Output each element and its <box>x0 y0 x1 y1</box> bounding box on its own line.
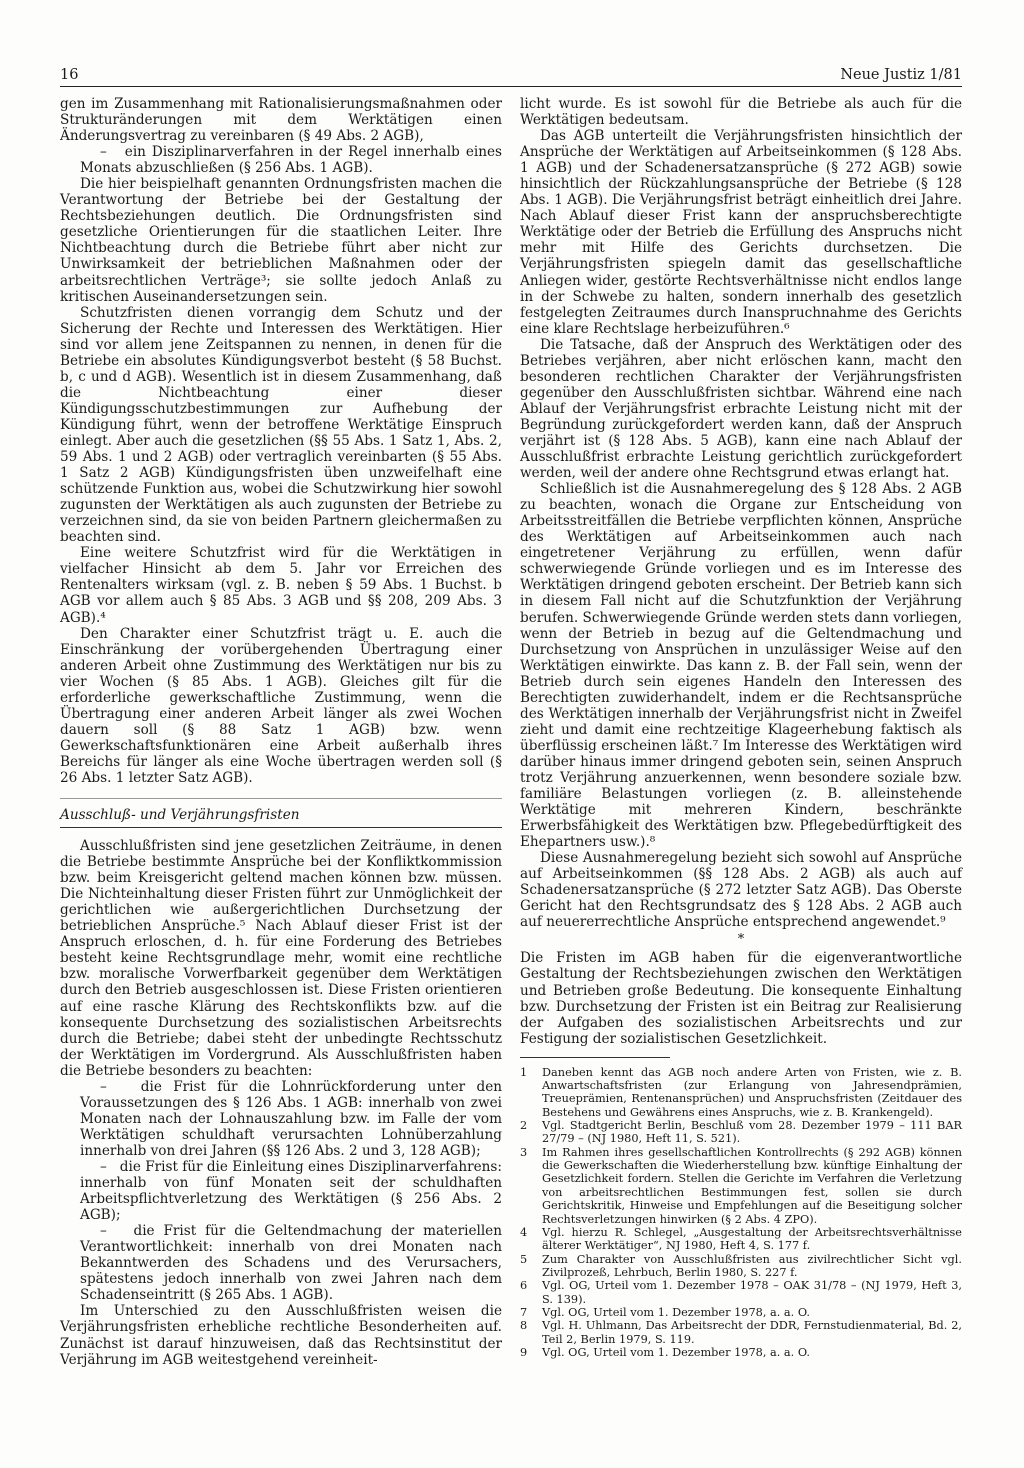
footnote <box>520 1253 962 1280</box>
footnote <box>520 1146 962 1226</box>
footnote-number: 1 <box>520 1065 528 1079</box>
footnote <box>520 1226 962 1253</box>
right-column <box>520 96 962 1359</box>
body-paragraph: Ausschlußfristen sind jene gesetzlichen Zeiträume, in denen die Betriebe bestimmte Ansprüche bei der Konfliktkommission bzw. beim Kreisgericht geltend machen können bzw. müssen. Die Nichteinhaltung dieser Fristen führt zur Unmöglichkeit der gerichtlichen wie außergerichtlichen Durchsetzung der betrieblichen Ansprüche.⁵ Nach Ablauf dieser Frist ist der Anspruch erloschen, d. h. für eine Forderung des Betriebes besteht keine Rechtsgrundlage mehr, womit eine rechtliche bzw. moralische Vorwerfbarkeit gegenüber dem Werktätigen durch den Betrieb ausgeschlossen ist. Diese Fristen orientieren auf eine rasche Klärung des Rechtskonflikts bzw. auf die konsequente Durchsetzung des sozialistischen Arbeitsrechts durch die Betriebe; dabei steht der unbedingte Rechtsschutz der Werktätigen im Vordergrund. Als Ausschlußfristen haben die Betriebe besonders zu beachten: <box>60 838 502 1079</box>
body-paragraph: Die hier beispielhaft genannten Ordnungsfristen machen die Verantwortung der Betriebe bei der Gestaltung der Rechtsbeziehungen deutlich. Die Ordnungsfristen sind gesetzliche Orientierungen für die staatlichen Leiter. Ihre Nichtbeachtung durch die Betriebe führt aber nicht zur Unwirksamkeit der betrieblichen Maßnahmen oder der arbeitsrechtlichen Verträge³; sie sollte jedoch Anlaß zu kritischen Auseinandersetzungen sein. <box>60 176 502 305</box>
body-paragraph: Eine weitere Schutzfrist wird für die Werktätigen in vielfacher Hinsicht ab dem 5. Jahr vor Erreichen des Rentenalters wirksam (vgl. z. B. neben § 59 Abs. 1 Buchst. b AGB vor allem auch § 85 Abs. 3 AGB und §§ 208, 209 Abs. 3 AGB).⁴ <box>60 545 502 626</box>
body-paragraph: Schließlich ist die Ausnahmeregelung des § 128 Abs. 2 AGB zu beachten, wonach die Organe zur Entscheidung von Arbeitsstreitfällen die Betriebe verpflichten können, Ansprüche des Werktätigen auf Arbeitseinkommen auch nach eingetretener Verjährung zu erfüllen, wenn dafür schwerwiegende Gründe vorliegen und es im Interesse des Werktätigen dringend geboten erscheint. Der Betrieb kann sich in diesem Fall nicht auf die Schutzfunktion der Verjährung berufen. Schwerwiegende Gründe werden stets dann vorliegen, wenn der Betrieb in bezug auf die Geltendmachung und Durchsetzung von Ansprüchen in unzulässiger Weise auf den Werktätigen einwirkte. Das kann z. B. der Fall sein, wenn der Betrieb durch sein eigenes Handeln den Interessen des Berechtigten zuwiderhandelt, indem er die Rechtsansprüche des Werktätigen innerhalb der Verjährungsfrist nicht in Zweifel zieht und damit eine rechtzeitige Klageerhebung faktisch als überflüssig erscheinen läßt.⁷ Im Interesse des Werktätigen wird darüber hinaus immer dringend geboten sein, seinen Anspruch trotz Verjährung anzuerkennen, wenn besondere soziale bzw. familiäre Belastungen vorliegen (z. B. alleinstehende Werktätige mit mehreren Kindern, beschränkte Erwerbsfähigkeit des Werktätigen bzw. Pflegebedürftigkeit des Ehepartners usw.).⁸ <box>520 481 962 851</box>
body-paragraph: Das AGB unterteilt die Verjährungsfristen hinsichtlich der Ansprüche der Werktätigen auf Arbeitseinkommen (§ 128 Abs. 1 AGB) und der Schadenersatzansprüche (§ 272 AGB) sowie hinsichtlich der Rückzahlungsansprüche der Betriebe (§ 128 Abs. 1 AGB). Die Verjährungsfrist beträgt einheitlich drei Jahre. Nach Ablauf dieser Frist kann der anspruchsberechtigte Werktätige oder der Betrieb die Erfüllung des Anspruchs nicht mehr mit Hilfe des Gerichts durchsetzen. Die Verjährungsfristen spiegeln damit das gesellschaftliche Anliegen wider, gestörte Rechtsverhältnisse nicht endlos lange in der Schwebe zu halten, sondern innerhalb des gesetzlich festgelegten Zeitraumes durch Inanspruchnahme des Gerichts eine klare Rechtslage herbeizuführen.⁶ <box>520 128 962 337</box>
footnote <box>520 1319 962 1346</box>
body-paragraph: gen im Zusammenhang mit Rationalisierungsmaßnahmen oder Strukturänderungen mit dem Werktätigen einen Änderungsvertrag zu vereinbaren (§ 49 Abs. 2 AGB), <box>60 96 502 145</box>
footnote-text: Zum Charakter von Ausschlußfristen aus zivilrechtlicher Sicht vgl. Zivilprozeß, Lehrbuch, Berlin 1980, S. 227 f. <box>542 1252 962 1279</box>
journal-title: Neue Justiz 1/81 <box>840 67 962 83</box>
footnote-text: Vgl. Stadtgericht Berlin, Beschluß vom 28. Dezember 1979 – 111 BAR 27/79 – (NJ 1980, Heft 11, S. 521). <box>542 1119 962 1146</box>
footnote <box>520 1279 962 1306</box>
footnote <box>520 1306 962 1319</box>
footnotes <box>520 1066 962 1360</box>
dash-list-item: – die Frist für die Einleitung eines Disziplinarverfahrens: innerhalb von fünf Monaten seit der schuldhaften Arbeitspflichtverletzung des Werktätigen (§ 256 Abs. 2 AGB); <box>80 1159 502 1224</box>
page-header <box>60 66 962 87</box>
footnote-text: Vgl. H. Uhlmann, Das Arbeitsrecht der DDR, Fernstudienmaterial, Bd. 2, Teil 2, Berlin 1979, S. 119. <box>542 1319 962 1346</box>
dash-list-item: – die Frist für die Lohnrückforderung unter den Voraussetzungen des § 126 Abs. 1 AGB: innerhalb von zwei Monaten nach der Lohnauszahlung bzw. im Falle der vom Werktätigen schuldhaft verursachten Lohnüberzahlung innerhalb von drei Jahren (§§ 126 Abs. 2 und 3, 128 AGB); <box>80 1078 502 1159</box>
dash-list-item: – ein Disziplinarverfahren in der Regel innerhalb eines Monats abzuschließen (§ 256 Abs. 1 AGB). <box>80 144 502 177</box>
footnote-number: 3 <box>520 1145 528 1159</box>
body-paragraph: Im Unterschied zu den Ausschlußfristen weisen die Verjährungsfristen erhebliche rechtliche Besonderheiten auf. Zunächst ist darauf hinzuweisen, daß das Rechtsinstitut der Verjährung im AGB weitestgehend vereinheit- <box>60 1303 502 1368</box>
left-column <box>60 96 502 1368</box>
body-paragraph: licht wurde. Es ist sowohl für die Betriebe als auch für die Werktätigen bedeutsam. <box>520 96 962 129</box>
right-column-body <box>520 96 962 1047</box>
footnote-number: 5 <box>520 1252 528 1266</box>
footnote <box>520 1346 962 1359</box>
body-paragraph: Die Tatsache, daß der Anspruch des Werktätigen oder des Betriebes verjähren, aber nicht erlöschen kann, macht den besonderen rechtlichen Charakter der Verjährungsfristen gegenüber den Ausschlußfristen sichtbar. Während eine nach Ablauf der Verjährungsfrist erbrachte Leistung nicht mit der Begründung zurückgefordert werden kann, daß der Anspruch verjährt ist (§ 128 Abs. 5 AGB), kann eine nach Ablauf der Ausschlußfrist erbrachte Leistung gerichtlich zurückgefordert werden, weil der andere ohne Rechtsgrund etwas erlangt hat. <box>520 336 962 482</box>
conclusion-paragraph: Die Fristen im AGB haben für die eigenverantwortliche Gestaltung der Rechtsbeziehungen zwischen den Werktätigen und Betrieben große Bedeutung. Die konsequente Einhaltung bzw. Durchsetzung der Fristen ist ein Beitrag zur Realisierung der Aufgaben des sozialistischen Arbeitsrechts und zur Festigung der sozialistischen Gesetzlichkeit. <box>520 950 962 1047</box>
footnote <box>520 1119 962 1146</box>
footnote-text: Daneben kennt das AGB noch andere Arten von Fristen, wie z. B. Anwartschaftsfristen (zur Erlangung von Jahresendprämien, Treueprämien, Rentenansprüchen) und Anspruchsfristen (Zeitdauer des Bestehens und Gewährens eines Anspruchs, wie z. B. Krankengeld). <box>542 1065 962 1119</box>
footnote-number: 8 <box>520 1319 528 1333</box>
footnote-number: 7 <box>520 1305 528 1319</box>
page-number: 16 <box>60 67 79 83</box>
footnote-rule <box>520 1057 670 1058</box>
footnote-text: Vgl. hierzu R. Schlegel, „Ausgestaltung der Arbeitsrechtsverhältnisse älterer Werktätiger“, NJ 1980, Heft 4, S. 177 f. <box>542 1225 962 1253</box>
footnote-text: Im Rahmen ihres gesellschaftlichen Kontrollrechts (§ 292 AGB) können die Gewerkschaften die Wiederherstellung bzw. künftige Einhaltung der Gesetzlichkeit fordern. Stellen die Gerichte im Verfahren die Verletzung von arbeitsrechtlichen Bestimmungen fest, sollen sie durch Gerichtskritik, Hinweise und Empfehlungen auf die Beseitigung solcher Rechtsverletzungen hinwirken (§ 2 Abs. 4 ZPO). <box>542 1145 962 1226</box>
body-paragraph: Schutzfristen dienen vorrangig dem Schutz und der Sicherung der Rechte und Interessen des Werktätigen. Hier sind vor allem jene Zeitspannen zu nennen, in denen für die Betriebe ein absolutes Kündigungsverbot besteht (§ 58 Buchst. b, c und d AGB). Wesentlich ist in diesem Zusammenhang, daß die Nichtbeachtung einer dieser Kündigungsschutzbestimmungen zur Aufhebung der Kündigung führt, wenn der betroffene Werktätige Einspruch einlegt. Aber auch die gesetzlichen (§§ 55 Abs. 1 Satz 1, Abs. 2, 59 Abs. 1 und 2 AGB) oder vertraglich vereinbarten (§ 55 Abs. 1 Satz 2 AGB) Kündigungsfristen üben unzweifelhaft eine schützende Funktion aus, wobei die Schutzwirkung hier sowohl zugunsten der Werktätigen als auch zugunsten der Betriebe zu verzeichnen sind, da sie von beiden Partnern gleichermaßen zu beachten sind. <box>60 304 502 546</box>
footnote-number: 9 <box>520 1345 528 1359</box>
footnote-number: 2 <box>520 1119 528 1133</box>
footnote-text: Vgl. OG, Urteil vom 1. Dezember 1978 – OAK 31/78 – (NJ 1979, Heft 3, S. 139). <box>542 1279 962 1306</box>
footnote-number: 4 <box>520 1225 528 1239</box>
body-paragraph: Den Charakter einer Schutzfrist trägt u. E. auch die Einschränkung der vorübergehenden Übertragung einer anderen Arbeit ohne Zustimmung des Werktätigen nur bis zu vier Wochen (§ 85 Abs. 1 AGB). Gleiches gilt für die erforderliche gewerkschaftliche Zustimmung, wenn die Übertragung einer anderen Arbeit länger als zwei Wochen dauern soll (§ 88 Satz 1 AGB) bzw. wenn Gewerkschaftsfunktionären eine Arbeit außerhalb ihres Bereichs für länger als eine Woche übertragen werden soll (§ 26 Abs. 1 letzter Satz AGB). <box>60 625 502 786</box>
footnote-text: Vgl. OG, Urteil vom 1. Dezember 1978, a. a. O. <box>542 1345 811 1359</box>
footnote <box>520 1066 962 1119</box>
section-separator: * <box>737 932 745 948</box>
body-paragraph: Diese Ausnahmeregelung bezieht sich sowohl auf Ansprüche auf Arbeitseinkommen (§§ 128 Abs. 2 AGB) als auch auf Schadenersatzansprüche (§ 272 letzter Satz AGB). Das Oberste Gericht hat den Rechtsgrundsatz des § 128 Abs. 2 AGB auch auf neuererrechtliche Ansprüche entsprechend angewendet.⁹ <box>520 850 962 931</box>
footnote-text: Vgl. OG, Urteil vom 1. Dezember 1978, a. a. O. <box>542 1305 811 1319</box>
dash-list-item: – die Frist für die Geltendmachung der materiellen Verantwortlichkeit: innerhalb von drei Monaten nach Bekanntwerden des Schadens und des Verursachers, spätestens jedoch innerhalb von zwei Jahren nach dem Schadenseintritt (§ 265 Abs. 1 AGB). <box>80 1223 502 1304</box>
section-heading: Ausschluß- und Verjährungsfristen <box>60 798 502 828</box>
footnote-number: 6 <box>520 1279 528 1293</box>
